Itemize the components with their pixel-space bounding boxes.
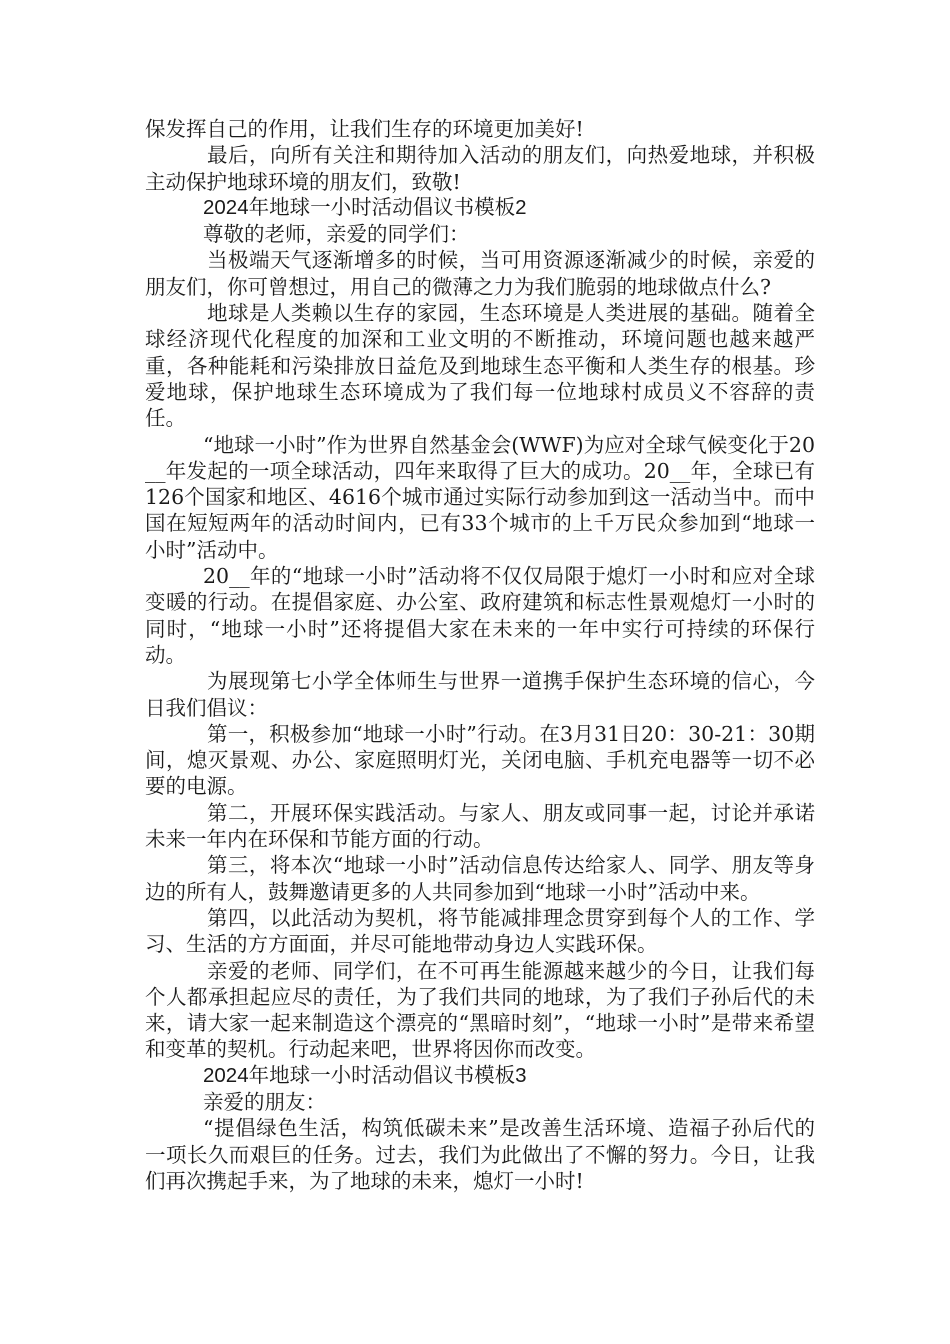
section-heading-template-2: 2024年地球一小时活动倡议书模板2 [203, 195, 527, 219]
paragraph-body: 亲爱的老师、同学们，在不可再生能源越来越少的今日，让我们每个人都承担起应尽的责任，为了我们共同的地球，为了我们子孙后代的未来，请大家一起来制造这个漂亮的“黑暗时刻”，“地球一小时”是带来希望和变革的契机。行动起来吧，世界将因你而改变。 [145, 958, 815, 1062]
proposal-item-3: 第三，将本次“地球一小时”活动信息传达给家人、同学、朋友等身边的所有人，鼓舞邀请更多的人共同参加到“地球一小时”活动中来。 [145, 853, 815, 904]
paragraph-body: 当极端天气逐渐增多的时候，当可用资源逐渐减少的时候，亲爱的朋友们，你可曾想过，用自己的微薄之力为我们脆弱的地球做点什么? [145, 248, 815, 299]
paragraph-body: “提倡绿色生活，构筑低碳未来”是改善生活环境、造福子孙后代的一项长久而艰巨的任务。过去，我们为此做出了不懈的努力。今日，让我们再次携起手来，为了地球的未来，熄灯一小时! [145, 1116, 815, 1193]
section-heading-template-3: 2024年地球一小时活动倡议书模板3 [203, 1063, 527, 1087]
proposal-item-1: 第一，积极参加“地球一小时”行动。在3月31日20：30-21：30期间，熄灭景观、办公、家庭照明灯光，关闭电脑、手机充电器等一切不必要的电源。 [145, 721, 815, 799]
proposal-item-4: 第四，以此活动为契机，将节能减排理念贯穿到每个人的工作、学习、生活的方方面面，并尽可能地带动身边人实践环保。 [145, 905, 815, 957]
paragraph-body: 为展现第七小学全体师生与世界一道携手保护生态环境的信心，今日我们倡议： [145, 669, 815, 720]
proposal-item-2: 第二，开展环保实践活动。与家人、朋友或同事一起，讨论并承诺未来一年内在环保和节能方面的行动。 [145, 800, 815, 852]
paragraph-body: 地球是人类赖以生存的家园，生态环境是人类进展的基础。随着全球经济现代化程度的加深和工业文明的不断推动，环境问题也越来越严重，各种能耗和污染排放日益危及到地球生态平衡和人类生存的根基。珍爱地球，保护地球生态环境成为了我们每一位地球村成员义不容辞的责任。 [145, 301, 815, 431]
salutation-friends: 亲爱的朋友： [203, 1089, 326, 1114]
document-body [145, 116, 815, 1194]
paragraph-closing: 最后，向所有关注和期待加入活动的朋友们，向热爱地球，并积极主动保护地球环境的朋友们，致敬! [145, 143, 815, 194]
paragraph-body: 20__年的“地球一小时”活动将不仅仅局限于熄灯一小时和应对全球变暖的行动。在提倡家庭、办公室、政府建筑和标志性景观熄灯一小时的同时，“地球一小时”还将提倡大家在未来的一年中实行可持续的环保行动。 [145, 564, 815, 667]
salutation-teachers-students: 尊敬的老师，亲爱的同学们： [203, 222, 470, 247]
paragraph-continuation: 保发挥自己的作用，让我们生存的环境更加美好! [145, 117, 584, 141]
paragraph-body: “地球一小时”作为世界自然基金会(WWF)为应对全球气候变化于20__年发起的一项全球活动，四年来取得了巨大的成功。20__年，全球已有126个国家和地区、4616个城市通过实际行动参加到这一活动当中。而中国在短短两年的活动时间内，已有33个城市的上千万民众参加到“地球一小时”活动中。 [145, 432, 815, 562]
